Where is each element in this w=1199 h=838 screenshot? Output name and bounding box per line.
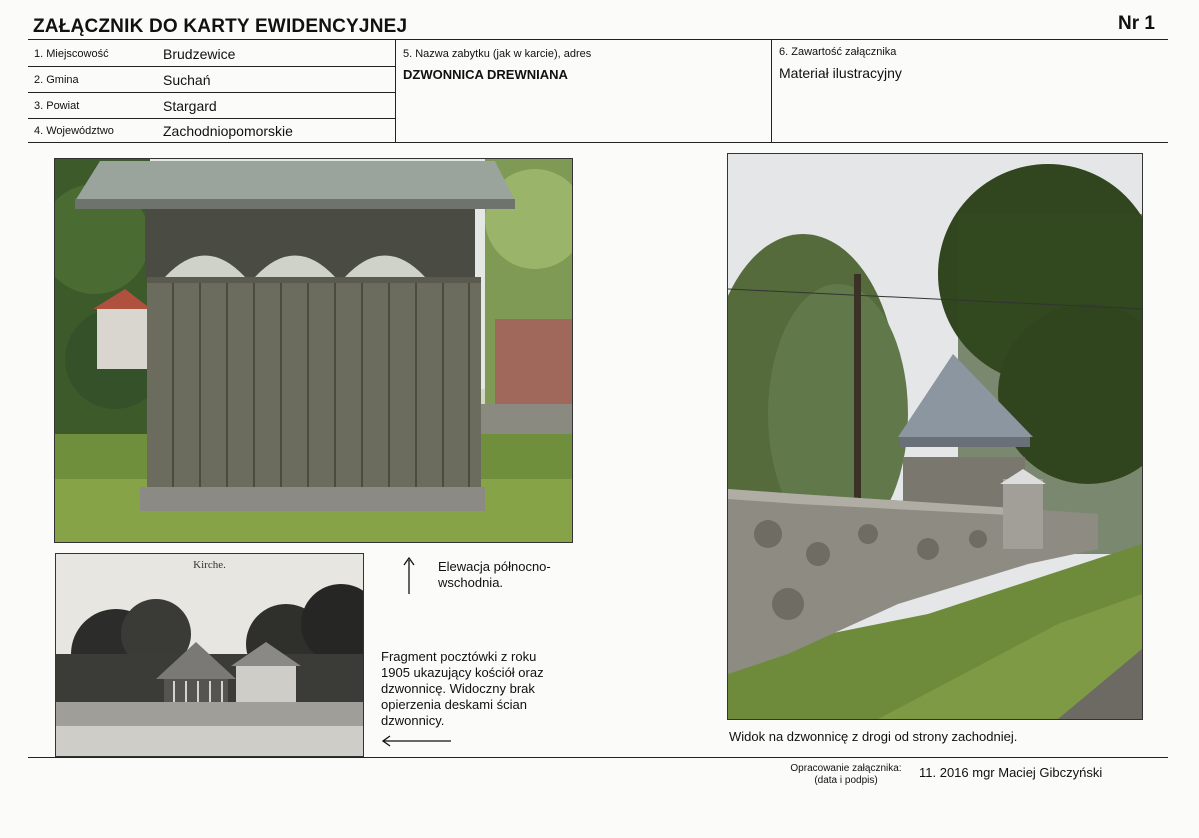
footer-label-line-1: Opracowanie załącznika: xyxy=(790,763,902,774)
value-gmina: Suchań xyxy=(163,72,211,88)
caption-elevation xyxy=(438,559,551,591)
caption-postcard-line: opierzenia deskami ścian xyxy=(381,697,527,712)
label-zawartosc: 6. Zawartość załącznika xyxy=(779,46,897,58)
value-nazwa: DZWONNICA DREWNIANA xyxy=(403,67,568,82)
caption-postcard-line: dzwonnicę. Widoczny brak xyxy=(381,681,535,696)
footer-author-date: 11. 2016 mgr Maciej Gibczyński xyxy=(919,765,1103,780)
value-zawartosc: Materiał ilustracyjny xyxy=(779,65,902,81)
page-number: Nr 1 xyxy=(1118,13,1155,34)
column-divider-1 xyxy=(395,39,396,143)
arrow-up-icon xyxy=(403,556,415,594)
caption-postcard xyxy=(381,649,544,729)
value-wojewodztwo: Zachodniopomorskie xyxy=(163,123,293,139)
postcard-inscription: Kirche. xyxy=(193,559,226,571)
column-divider-2 xyxy=(771,39,772,143)
value-powiat: Stargard xyxy=(163,98,217,114)
label-gmina: 2. Gmina xyxy=(34,74,79,86)
row-divider-3 xyxy=(28,118,395,119)
footer-label-line-2: (data i podpis) xyxy=(814,775,878,786)
value-miejscowosc: Brudzewice xyxy=(163,46,236,62)
footer-label xyxy=(778,763,914,787)
footer-top-line xyxy=(28,757,1168,758)
caption-view: Widok na dzwonnicę z drogi od strony zachodniej. xyxy=(729,729,1018,744)
photo-view-from-road xyxy=(727,153,1143,720)
arrow-left-icon xyxy=(381,734,453,748)
label-nazwa: 5. Nazwa zabytku (jak w karcie), adres xyxy=(403,48,592,60)
photo-postcard-1905 xyxy=(55,553,364,757)
caption-elevation-line-1: Elewacja północno- xyxy=(438,559,551,574)
table-top-border xyxy=(28,39,1168,40)
caption-postcard-line: dzwonnicy. xyxy=(381,713,445,728)
document-title: ZAŁĄCZNIK DO KARTY EWIDENCYJNEJ xyxy=(33,16,408,37)
caption-postcard-line: 1905 ukazujący kościół oraz xyxy=(381,665,544,680)
label-miejscowosc: 1. Miejscowość xyxy=(34,48,109,60)
table-bottom-border xyxy=(28,142,1168,143)
label-wojewodztwo: 4. Województwo xyxy=(34,125,114,137)
row-divider-1 xyxy=(28,66,395,67)
row-divider-2 xyxy=(28,92,395,93)
photo-belfry-elevation xyxy=(54,158,573,543)
caption-elevation-line-2: wschodnia. xyxy=(438,575,504,590)
label-powiat: 3. Powiat xyxy=(34,100,80,112)
caption-postcard-line: Fragment pocztówki z roku xyxy=(381,649,537,664)
